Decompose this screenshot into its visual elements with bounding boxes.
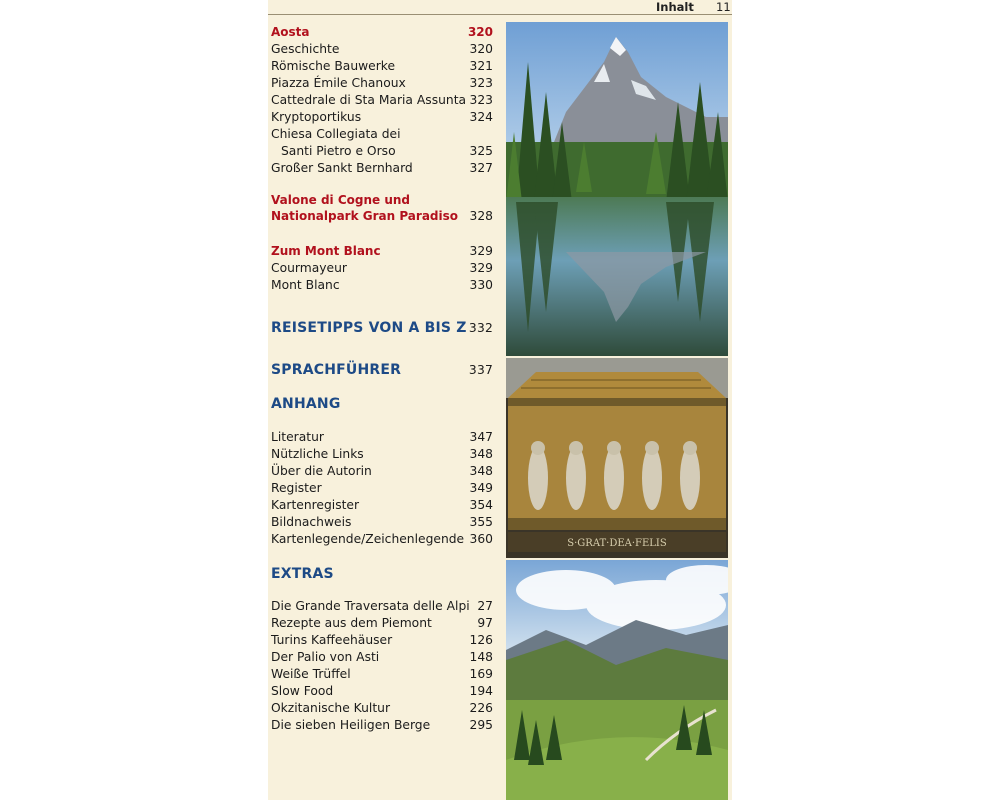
toc-item[interactable]: Nützliche Links 348 xyxy=(271,447,493,461)
toc-item[interactable]: Bildnachweis 355 xyxy=(271,515,493,529)
toc-item[interactable]: Kartenlegende/Zeichenlegende 360 xyxy=(271,532,493,546)
reliquary-inscription: S·GRAT·DEA·FELIS xyxy=(567,538,667,549)
header-rule xyxy=(268,14,732,15)
toc-item[interactable]: Kryptoportikus 324 xyxy=(271,110,493,124)
toc-section-extras: EXTRAS xyxy=(271,566,334,582)
toc-item[interactable]: Slow Food 194 xyxy=(271,684,493,698)
photo-mountain-lake xyxy=(506,22,728,356)
toc-item[interactable]: Piazza Émile Chanoux 323 xyxy=(271,76,493,90)
toc-item[interactable]: Die Grande Traversata delle Alpi 27 xyxy=(271,599,493,613)
toc-section-sprachfuehrer[interactable]: SPRACHFÜHRER 337 xyxy=(271,362,493,378)
page-header xyxy=(268,0,732,14)
toc-item[interactable]: Literatur 347 xyxy=(271,430,493,444)
toc-item[interactable]: Turins Kaffeehäuser 126 xyxy=(271,633,493,647)
header-title: Inhalt xyxy=(656,0,694,14)
toc-item[interactable]: Cattedrale di Sta Maria Assunta 323 xyxy=(271,93,493,107)
toc-item[interactable]: Courmayeur 329 xyxy=(271,261,493,275)
toc-heading-montblanc[interactable]: Zum Mont Blanc 329 xyxy=(271,244,493,258)
photo-alpine-valley xyxy=(506,560,728,800)
toc-item[interactable]: Über die Autorin 348 xyxy=(271,464,493,478)
toc-item[interactable]: Rezepte aus dem Piemont 97 xyxy=(271,616,493,630)
toc-item[interactable]: Mont Blanc 330 xyxy=(271,278,493,292)
toc-item[interactable]: Register 349 xyxy=(271,481,493,495)
book-page xyxy=(268,0,732,800)
toc-item[interactable]: Die sieben Heiligen Berge 295 xyxy=(271,718,493,732)
toc-item[interactable]: Santi Pietro e Orso 325 xyxy=(281,144,493,158)
toc-item[interactable]: Geschichte 320 xyxy=(271,42,493,56)
photo-reliquary xyxy=(506,358,728,558)
toc-item[interactable]: Chiesa Collegiata dei xyxy=(271,127,401,141)
toc-item[interactable]: Okzitanische Kultur 226 xyxy=(271,701,493,715)
toc-item[interactable]: Der Palio von Asti 148 xyxy=(271,650,493,664)
toc-item[interactable]: Großer Sankt Bernhard 327 xyxy=(271,161,493,175)
header-page-number: 11 xyxy=(716,0,731,14)
toc-heading-cogne-line2[interactable]: Nationalpark Gran Paradiso 328 xyxy=(271,209,493,223)
toc-item[interactable]: Kartenregister 354 xyxy=(271,498,493,512)
toc-item[interactable]: Weiße Trüffel 169 xyxy=(271,667,493,681)
toc-item[interactable]: Römische Bauwerke 321 xyxy=(271,59,493,73)
toc-heading-aosta[interactable]: Aosta 320 xyxy=(271,25,493,39)
toc-heading-cogne-line1[interactable]: Valone di Cogne und xyxy=(271,193,411,207)
toc-section-anhang: ANHANG xyxy=(271,396,341,412)
toc-section-reisetipps[interactable]: REISETIPPS VON A BIS Z 332 xyxy=(271,320,493,336)
